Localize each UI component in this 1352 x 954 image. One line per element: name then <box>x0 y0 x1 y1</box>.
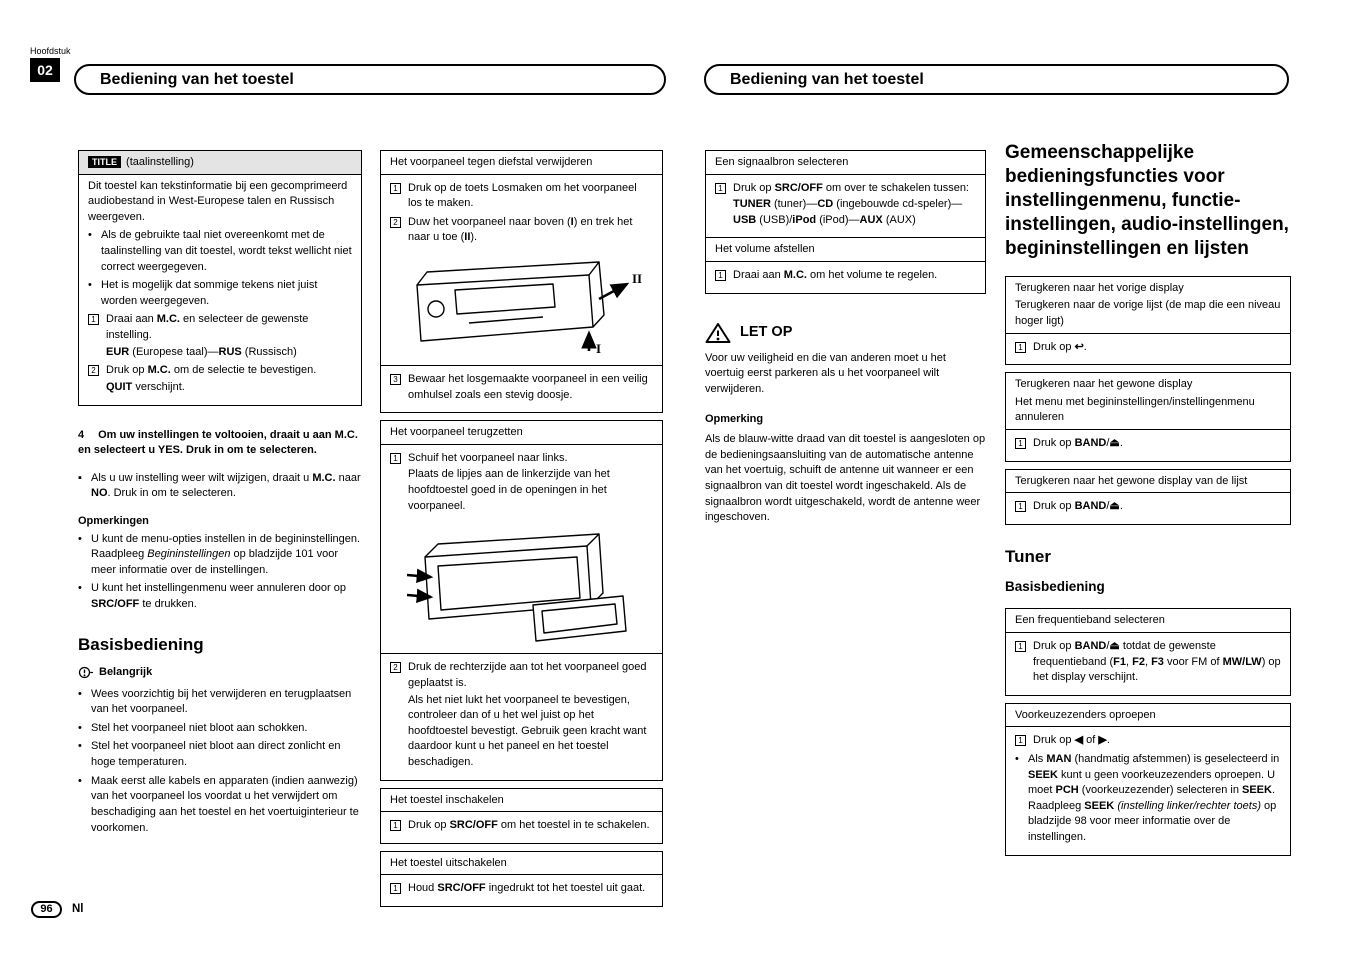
step-main-text: Druk op SRC/OFF om over te schakelen tussen: <box>733 181 969 194</box>
bullet-item <box>1015 752 1281 846</box>
figure-container <box>390 249 653 359</box>
bullet-item <box>78 581 362 612</box>
instruction-number: 4 <box>78 428 85 441</box>
step-number-box: 2 <box>390 217 401 228</box>
bullet-text: Als de gebruikte taal niet overeenkomt met de taalinstelling van dit toestel, wordt tekst wellicht niet correct weergegeven. <box>101 229 352 273</box>
chapter-number-badge: 02 <box>30 58 60 82</box>
box-body <box>79 174 361 405</box>
box-title-line: Het menu met begininstellingen/instellingenmenu annuleren <box>1015 395 1255 424</box>
fig-label-pull: II <box>631 271 642 287</box>
bullet-text: Stel het voorpaneel niet bloot aan direct zonlicht en hoge temperaturen. <box>91 740 341 769</box>
bullet-item <box>78 774 362 836</box>
front-panel-detach-illustration <box>397 255 647 355</box>
return-previous-box <box>1005 276 1291 365</box>
box-section <box>381 653 662 779</box>
step <box>390 372 653 403</box>
step-main-text: Druk de rechterzijde aan tot het voorpaneel goed geplaatst is. <box>408 661 647 689</box>
column-4 <box>1005 141 1291 863</box>
running-header-title: Bediening van het toestel <box>730 70 924 88</box>
step-text <box>733 181 976 229</box>
step-main-text: Draai aan M.C. en selecteer de gewenste instelling. <box>106 313 309 342</box>
bullet-icon: • <box>78 532 82 545</box>
step-text: Draai aan M.C. om het volume te regelen. <box>733 269 938 282</box>
front-panel-attach-illustration <box>397 523 647 643</box>
bullet-item <box>78 471 362 502</box>
step <box>1015 436 1281 452</box>
fig-label-push: I <box>595 341 601 356</box>
bullet-item <box>88 228 352 275</box>
step-text: Druk op BAND/⏏ totdat de gewenste frequentieband (F1, F2, F3 voor FM of MW/LW) op het display verschijnt. <box>1033 639 1281 684</box>
bullet-item <box>78 532 362 579</box>
step-number-box: 1 <box>1015 342 1026 353</box>
step-number-box: 1 <box>1015 501 1026 512</box>
step <box>390 215 653 246</box>
detach-panel-box <box>380 150 663 413</box>
preset-recall-box <box>1005 703 1291 856</box>
box-section <box>381 874 662 906</box>
bullet-icon: • <box>78 740 82 753</box>
column-2 <box>380 150 663 914</box>
figure-container <box>390 517 653 647</box>
box-section <box>1006 429 1290 461</box>
box-section <box>381 444 662 653</box>
basic-operation-heading: Basisbediening <box>78 634 204 654</box>
step-main-text: Druk op M.C. om de selectie te bevestigen. <box>106 364 317 377</box>
bullet-icon: • <box>1015 752 1019 765</box>
bullet-text: Als u uw instelling weer wilt wijzigen, draait u M.C. naar NO. Druk in om te selecteren. <box>91 471 361 500</box>
box-title: Het voorpaneel terugzetten <box>390 426 523 439</box>
bullet-text: Het is mogelijk dat sommige tekens niet juist worden weergegeven. <box>101 279 318 307</box>
bullet-text: Maak eerst alle kabels en apparaten (indien aanwezig) van het voorpaneel los voordat u het verwijdert om beschadiging aan het toestel en het voertuiginterieur te voorkomen. <box>91 774 359 834</box>
attach-panel-box <box>380 420 663 780</box>
note-text: Als de blauw-witte draad van dit toestel is aangesloten op de bedieningsaansluiting van de automatische antenne van het voertuig, schuift de antenne uit wanneer er een signaalbron van dit toestel wordt ingeschakeld. Als de signaalbron wordt uitgeschakeld, wordt de antenne weer ingeschoven. <box>705 433 986 524</box>
bullet-icon: • <box>78 687 82 700</box>
box-title-group <box>1006 277 1290 333</box>
note-heading: Opmerking <box>705 413 764 426</box>
column-1 <box>78 150 362 839</box>
box-title-group <box>1006 470 1290 493</box>
step <box>1015 499 1281 515</box>
step-sub-text: Plaats de lipjes aan de linkerzijde van het hoofdtoestel goed in de openingen in het voorpaneel. <box>408 468 610 512</box>
bullet-text: U kunt het instellingenmenu weer annuleren door op SRC/OFF te drukken. <box>91 582 346 611</box>
return-list-display-box <box>1005 469 1291 525</box>
step-number-box: 1 <box>1015 735 1026 746</box>
running-header-right <box>704 64 1289 95</box>
step-text: Druk op BAND/⏏. <box>1033 436 1123 449</box>
step-text <box>408 451 653 514</box>
power-on-box <box>380 788 663 844</box>
caution-label: LET OP <box>740 324 793 341</box>
common-functions-heading: Gemeenschappelijke bedieningsfuncties voor instellingenmenu, functie-instellingen, audio-instellingen, begininstellingen en lijsten <box>1005 142 1289 259</box>
box-title: Voorkeuzezenders oproepen <box>1015 708 1156 721</box>
bullet-item <box>78 687 362 718</box>
step-sub-text: EUR (Europese taal)—RUS (Russisch) <box>106 345 297 358</box>
step-sub-text: TUNER (tuner)—CD (ingebouwde cd-speler)—USB (USB)/iPod (iPod)—AUX (AUX) <box>733 198 963 226</box>
step-text <box>106 312 352 360</box>
bullet-item <box>78 721 362 737</box>
column-3 <box>705 150 986 529</box>
box-section <box>1006 492 1290 524</box>
step-number-box: 1 <box>88 314 99 325</box>
box-section <box>1006 726 1290 854</box>
box-title-line: Terugkeren naar het gewone display <box>1015 378 1193 391</box>
step <box>88 312 352 360</box>
bullet-icon: • <box>78 582 82 595</box>
step <box>1015 733 1281 749</box>
bullet-text: Als MAN (handmatig afstemmen) is geselecteerd in SEEK kunt u geen voorkeuzezenders oproepen. U moet PCH (voorkeuzezender) selecteren in SEEK. Raadpleeg SEEK (instelling linker/rechter toets) op bladzijde 98 voor meer informatie over de instellingen. <box>1028 752 1280 844</box>
caution-block <box>705 322 986 398</box>
source-volume-box <box>705 150 986 294</box>
step-number-box: 1 <box>390 453 401 464</box>
box-title-line: Terugkeren naar de vorige lijst (de map die een niveau hoger ligt) <box>1015 299 1281 327</box>
step-text: Druk op de toets Losmaken om het voorpaneel los te maken. <box>408 181 637 210</box>
language-code: Nl <box>72 903 84 915</box>
box-section <box>381 174 662 365</box>
step-number-box: 1 <box>390 883 401 894</box>
box-title: Het volume afstellen <box>706 237 985 261</box>
step-number-box: 2 <box>88 365 99 376</box>
instruction-text: Om uw instellingen te voltooien, draait u aan M.C. en selecteert u YES. Druk in om te selecteren. <box>78 428 358 457</box>
step <box>390 818 653 834</box>
box-title: Het toestel uitschakelen <box>390 856 507 869</box>
step <box>1015 340 1281 356</box>
tuner-basic-subheading: Basisbediening <box>1005 579 1105 595</box>
bullet-text: U kunt de menu-opties instellen in de begininstellingen. Raadpleeg Begininstellingen op bladzijde 101 voor meer informatie over de instellingen. <box>91 532 361 576</box>
step-text <box>408 660 653 770</box>
step-text: Houd SRC/OFF ingedrukt tot het toestel uit gaat. <box>408 882 646 895</box>
step-number-box: 1 <box>390 820 401 831</box>
important-label: Belangrijk <box>99 666 153 679</box>
step <box>88 363 352 395</box>
step-text: Druk op SRC/OFF om het toestel in te schakelen. <box>408 819 650 832</box>
box-title-line: Terugkeren naar het vorige display <box>1015 281 1184 294</box>
box-section <box>706 174 985 238</box>
bullet-icon: • <box>78 721 82 734</box>
band-select-box <box>1005 608 1291 695</box>
tuner-heading: Tuner <box>1005 546 1051 566</box>
running-header-title: Bediening van het toestel <box>100 70 294 88</box>
notes-heading: Opmerkingen <box>78 514 149 527</box>
step-number-box: 2 <box>390 662 401 673</box>
important-icon <box>78 666 93 679</box>
caution-text: Voor uw veiligheid en die van anderen moet u het voertuig eerst parkeren als u het voorpaneel wilt verwijderen. <box>705 351 946 395</box>
box-section <box>381 365 662 412</box>
step <box>390 451 653 514</box>
bullet-text: Stel het voorpaneel niet bloot aan schokken. <box>91 721 308 734</box>
box-section <box>1006 333 1290 365</box>
box-header: TITLE (taalinstelling) <box>79 151 361 174</box>
step-number-box: 1 <box>715 270 726 281</box>
box-title-line: Terugkeren naar het gewone display van de lijst <box>1015 474 1248 487</box>
box-title: Het voorpaneel tegen diefstal verwijderen <box>390 156 593 168</box>
step-main-text: Schuif het voorpaneel naar links. <box>408 451 568 464</box>
step-text: Druk op BAND/⏏. <box>1033 500 1123 513</box>
box-title: Het toestel inschakelen <box>390 793 504 806</box>
step-sub-text: QUIT verschijnt. <box>106 380 185 393</box>
square-bullet-icon: ▪ <box>78 471 82 484</box>
step-number-box: 1 <box>1015 641 1026 652</box>
step-sub-text: Als het niet lukt het voorpaneel te bevestigen, controleer dan of u het wel juist op het hoofdtoestel bevestigt. Gebruik geen kracht want daardoor kunt u het paneel en het toestel beschadigen. <box>408 693 647 768</box>
step <box>390 881 653 897</box>
step-text: Bewaar het losgemaakte voorpaneel in een veilig omhulsel zoals een stevig doosje. <box>408 373 648 401</box>
return-normal-display-box <box>1005 372 1291 461</box>
box-title-group <box>1006 373 1290 429</box>
step-number-box: 3 <box>390 374 401 385</box>
step-text: Druk op ◀ of ▶. <box>1033 734 1110 747</box>
step-number-box: 1 <box>715 183 726 194</box>
warning-triangle-icon <box>705 322 731 344</box>
step-text: Duw het voorpaneel naar boven (I) en trek het naar u toe (II). <box>408 215 633 244</box>
confirm-instruction <box>78 428 362 459</box>
power-off-box <box>380 851 663 907</box>
step <box>1015 639 1281 686</box>
box-section <box>1006 632 1290 695</box>
bullet-item <box>88 278 352 309</box>
intro-paragraph: Dit toestel kan tekstinformatie bij een gecomprimeerd audiobestand in West-Europese talen en Russisch weergeven. <box>88 179 348 223</box>
step-number-box: 1 <box>1015 438 1026 449</box>
box-title: Een frequentieband selecteren <box>1015 614 1165 627</box>
bullet-item <box>78 739 362 770</box>
title-language-box <box>78 150 362 406</box>
bullet-icon: • <box>88 279 92 292</box>
chapter-label: Hoofdstuk <box>30 46 71 56</box>
bullet-icon: • <box>78 774 82 787</box>
box-section <box>381 811 662 843</box>
step-text <box>106 363 352 395</box>
bullet-icon: • <box>88 229 92 242</box>
step-number-box: 1 <box>390 183 401 194</box>
running-header-left <box>74 64 666 95</box>
caution-header <box>705 322 986 344</box>
box-title: Een signaalbron selecteren <box>715 156 849 168</box>
bullet-text: Wees voorzichtig bij het verwijderen en terugplaatsen van het voorpaneel. <box>91 687 352 716</box>
step <box>715 181 976 229</box>
step-text: Druk op ↩. <box>1033 340 1087 353</box>
important-row <box>78 665 362 681</box>
step <box>390 181 653 212</box>
page-number-badge: 96 <box>31 901 62 918</box>
step <box>715 268 976 284</box>
box-section <box>706 261 985 293</box>
step <box>390 660 653 770</box>
